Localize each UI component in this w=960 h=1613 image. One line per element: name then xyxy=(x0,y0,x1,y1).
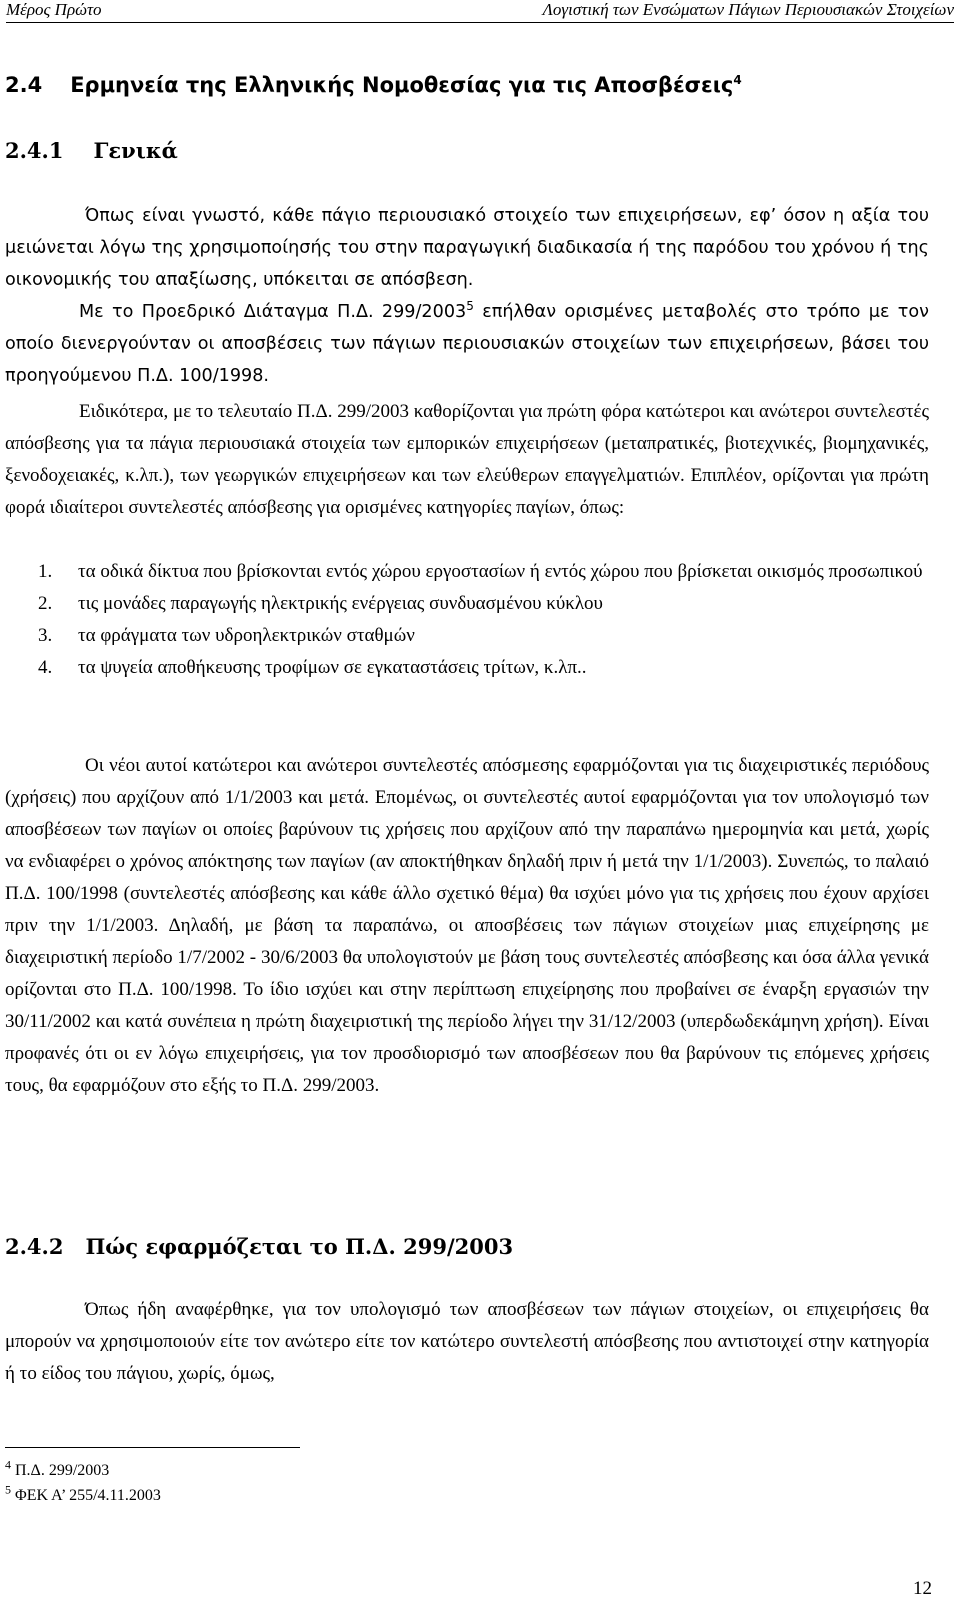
section-title: Ερμηνεία της Ελληνικής Νομοθεσίας για τις Αποσβέσεις xyxy=(70,73,734,97)
decree-text: Με το Προεδρικό Διάταγμα Π.Δ. 299/2003 xyxy=(79,302,467,322)
subsection-heading-2 xyxy=(5,1234,513,1259)
running-header xyxy=(6,0,954,23)
header-part: Μέρος Πρώτο xyxy=(6,0,102,19)
list-item: 4. τα ψυγεία αποθήκευσης τροφίμων σε εγκαταστάσεις τρίτων, κ.λπ.. xyxy=(38,657,587,678)
decree-text-cont: επήλθαν ορισμένες μεταβολές στο τρόπο με τον οποίο διενεργούνταν οι αποσβέσεις των πάγιων περιουσιακών στοιχείων των επιχειρήσεων, βάσει του προηγούμενου Π.Δ. 100/1998. xyxy=(5,302,929,386)
section-number: 2.4 xyxy=(5,73,43,97)
section-heading xyxy=(5,73,742,97)
paragraph-decree xyxy=(5,296,929,392)
paragraph-intro: Όπως είναι γνωστό, κάθε πάγιο περιουσιακό στοιχείο των επιχειρήσεων, εφ’ όσον η αξία του μειώνεται λόγω της χρησιμοποίησής του στην παραγωγική διαδικασία ή της παρόδου του χρόνου ή της οικονομικής του απαξίωσης, υπόκειται σε απόσβεση. xyxy=(5,206,929,290)
subsection-title: Πώς εφαρμόζεται το Π.Δ. 299/2003 xyxy=(85,1234,514,1259)
footnote-ref-5: 5 xyxy=(466,299,474,314)
subsection-number: 2.4.2 xyxy=(5,1234,64,1259)
subsection-heading-1 xyxy=(5,138,178,163)
subsection-title: Γενικά xyxy=(93,138,178,163)
paragraph-specifics: Ειδικότερα, με το τελευταίο Π.Δ. 299/2003 καθορίζονται για πρώτη φόρα κατώτεροι και ανώτεροι συντελεστές απόσβεσης για τα πάγια περιουσιακά στοιχεία των εμπορικών επιχειρήσεων (μεταπρατικές, βιοτεχνικές, βιομηχανικές, ξενοδοχειακές, κ.λπ.), των γεωργικών επιχειρήσεων και των ελεύθερων επαγγελματιών. Επιπλέον, ορίζονται για πρώτη φορά ιδιαίτεροι συντελεστές απόσβεσης για ορισμένες κατηγορίες παγίων, όπως: xyxy=(5,401,929,518)
paragraph-new-rates: Οι νέοι αυτοί κατώτεροι και ανώτεροι συντελεστές απόσμεσης εφαρμόζονται για τις διαχειριστικές περιόδους (χρήσεις) που αρχίζουν από 1/1/2003 και μετά. Επομένως, οι συντελεστές αυτοί εφαρμόζονται για τον υπολογισμό των αποσβέσεων των παγίων οι οποίες βαρύνουν τις χρήσεις που αρχίζουν από την παραπάνω ημερομηνία και μετά, χωρίς να ενδιαφέρει ο χρόνος απόκτησης των παγίων (αν αποκτήθηκαν δηλαδή πριν ή μετά την 1/1/2003). Συνεπώς, το παλαιό Π.Δ. 100/1998 (συντελεστές απόσβεσης και κάθε άλλο σχετικό θέμα) θα ισχύει μόνο για τις χρήσεις που έχουν αρχίσει πριν την 1/1/2003. Δηλαδή, με βάση τα παραπάνω, οι αποσβέσεις των πάγιων στοιχείων μιας επιχείρησης με διαχειριστική περίοδο 1/7/2002 - 30/6/2003 θα υπολογιστούν με βάση τους συντελεστές απόσβεσης και όσα άλλα γενικά ορίζονται στο Π.Δ. 100/1998. Το ίδιο ισχύει και στην περίπτωση επιχείρησης που προβαίνει σε έναρξη εργασιών την 30/11/2002 και κατά συνέπεια η πρώτη διαχειριστική της περίοδο λήγει την 31/12/2003 (υπερδωδεκάμηνη χρήση). Είναι προφανές ότι οι εν λόγω επιχειρήσεις, για τον προσδιορισμό των αποσβέσεων που θα βαρύνουν τις επόμενες χρήσεις τους, θα εφαρμόζουν στο εξής το Π.Δ. 299/2003. xyxy=(5,755,929,1096)
footnote-ref-4: 4 xyxy=(733,73,742,87)
asset-category-list xyxy=(38,556,926,684)
list-item: 2. τις μονάδες παραγωγής ηλεκτρικής ενέργειας συνδυασμένου κύκλου xyxy=(38,593,603,614)
header-book-title: Λογιστική των Ενσώματων Πάγιων Περιουσιακών Στοιχείων xyxy=(542,0,954,19)
paragraph-application: Όπως ήδη αναφέρθηκε, για τον υπολογισμό των αποσβέσεων των πάγιων στοιχείων, οι επιχειρήσεις θα μπορούν να χρησιμοποιούν είτε τον ανώτερο είτε τον κατώτερο συντελεστή απόσβεσης που αντιστοιχεί στην κατηγορία ή το είδος του πάγιου, χωρίς, όμως, xyxy=(5,1299,929,1384)
footnote-5: $^5$ ΦΕΚ Α’ 255/4.11.2003 xyxy=(5,1482,161,1504)
list-item: 3. τα φράγματα των υδροηλεκτρικών σταθμών xyxy=(38,625,415,646)
list-item: 1. τα οδικά δίκτυα που βρίσκονται εντός χώρου εργοστασίων ή εντός χώρου που βρίσκεται οικισμός προσωπικού xyxy=(38,561,923,582)
subsection-number: 2.4.1 xyxy=(5,138,64,163)
page-number: 12 xyxy=(913,1578,932,1599)
footnote-4: $^4$ Π.Δ. 299/2003 xyxy=(5,1457,110,1479)
footnote-separator xyxy=(5,1447,300,1448)
